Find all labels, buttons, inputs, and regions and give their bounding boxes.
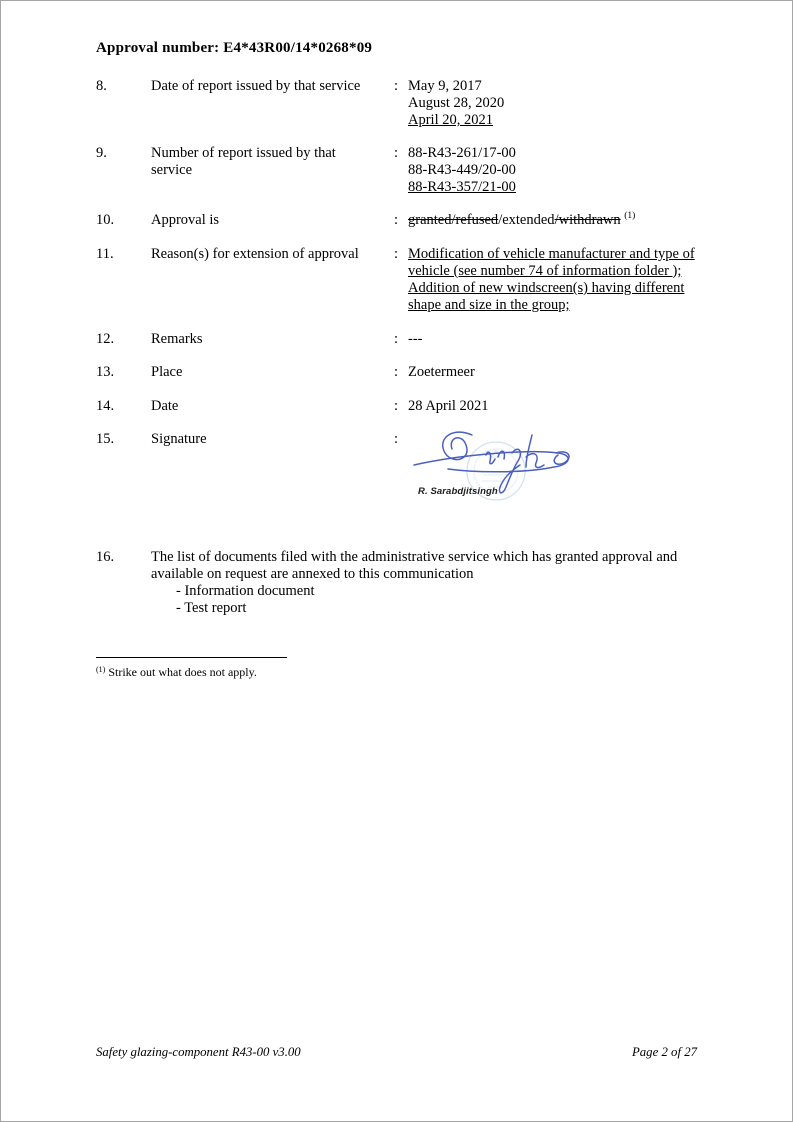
footer-page-number: Page 2 of 27: [631, 1045, 697, 1059]
item-14-value: 28 April 2021: [408, 398, 489, 414]
item-10-row: [96, 212, 697, 229]
item-14-row: [96, 398, 697, 415]
signatory-name: R. Sarabdjitsingh: [418, 486, 498, 497]
item-13-label: Place: [151, 364, 183, 380]
item-8-value-line: May 9, 2017: [408, 78, 482, 94]
annex-item: - Test report: [176, 600, 247, 616]
item-15-colon: :: [394, 431, 399, 447]
item-13-number: 13.: [96, 364, 115, 380]
item-9-value-line: 88-R43-449/20-00: [408, 162, 516, 178]
item-9-label: Number of report issued by that service: [151, 145, 336, 178]
item-11-number: 11.: [96, 246, 114, 262]
item-12-value: ---: [408, 331, 423, 347]
item-11-reason: Modification of vehicle manufacturer and type of vehicle (see number 74 of information folder );: [408, 246, 695, 279]
item-16-number: 16.: [96, 549, 115, 565]
item-12-colon: :: [394, 331, 399, 347]
item-12-number: 12.: [96, 331, 115, 347]
footnote-marker: (1): [96, 665, 106, 674]
item-8-value-line: August 28, 2020: [408, 95, 505, 111]
item-13-row: [96, 364, 697, 381]
item-15-row: [96, 431, 697, 503]
item-15-label: Signature: [151, 431, 207, 447]
item-13-colon: :: [394, 364, 399, 380]
item-10-number: 10.: [96, 212, 115, 228]
footnote: [96, 657, 287, 679]
item-16-row: [96, 549, 697, 617]
item-8-colon: :: [394, 78, 399, 94]
page-footer: [96, 1045, 697, 1060]
status-struck-granted-refused: granted/refused: [408, 212, 499, 228]
item-8-label: Date of report issued by that service: [151, 78, 361, 94]
item-14-colon: :: [394, 398, 399, 414]
item-14-label: Date: [151, 398, 179, 414]
item-13-value: Zoetermeer: [408, 364, 475, 380]
item-10-label: Approval is: [151, 212, 220, 228]
item-9-value-line: 88-R43-261/17-00: [408, 145, 516, 161]
signature-block: [408, 431, 593, 503]
footer-document-title: Safety glazing-component R43-00 v3.00: [96, 1045, 301, 1059]
item-9-colon: :: [394, 145, 399, 161]
status-extended: /extended: [498, 212, 555, 228]
annex-item: - Information document: [176, 583, 315, 599]
approval-status-value: [408, 212, 635, 229]
item-11-colon: :: [394, 246, 399, 262]
footnote-reference: (1): [624, 211, 636, 221]
item-12-label: Remarks: [151, 331, 203, 347]
item-14-number: 14.: [96, 398, 115, 414]
item-15-number: 15.: [96, 431, 115, 447]
item-8-value-line: April 20, 2021: [408, 112, 493, 128]
item-11-reason: Addition of new windscreen(s) having different shape and size in the group;: [408, 280, 685, 313]
approval-number-heading: Approval number: E4*43R00/14*0268*09: [96, 40, 373, 56]
item-9-row: [96, 145, 697, 196]
footnote-rule: [96, 657, 287, 658]
item-12-row: [96, 331, 697, 348]
item-8-number: 8.: [96, 78, 107, 94]
item-8-row: [96, 78, 697, 129]
footnote-text: Strike out what does not apply.: [105, 665, 257, 679]
item-9-number: 9.: [96, 145, 107, 161]
item-11-label: Reason(s) for extension of approval: [151, 246, 359, 262]
item-10-colon: :: [394, 212, 399, 228]
item-9-value-line: 88-R43-357/21-00: [408, 179, 516, 195]
document-content: [1, 1, 792, 617]
status-struck-withdrawn: /withdrawn: [554, 212, 621, 228]
item-16-text: The list of documents filed with the administrative service which has granted approval and available on request are annexed to this communication: [151, 549, 678, 582]
item-11-row: [96, 246, 697, 314]
